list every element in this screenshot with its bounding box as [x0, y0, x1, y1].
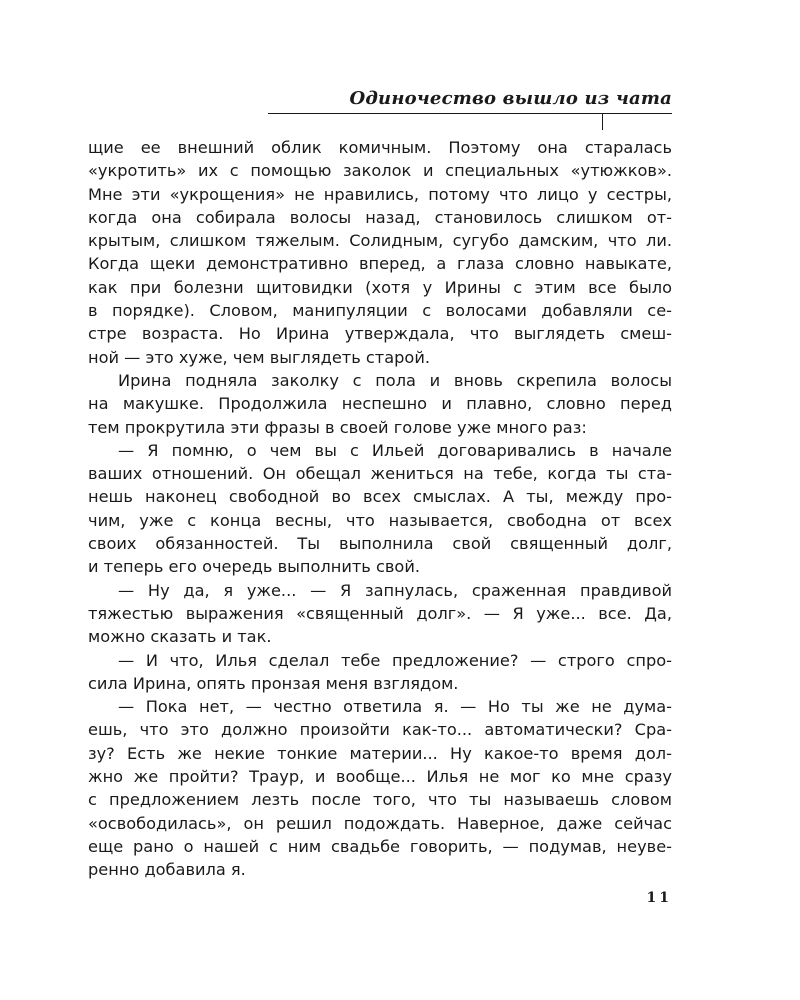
- text-line: — Ну да, я уже... — Я запнулась, сраженная правдивой: [118, 580, 672, 600]
- text-line: и теперь его очередь выполнить свой.: [88, 557, 420, 577]
- text-line: ваших отношений. Он обещал жениться на тебе, когда ты ста-: [88, 464, 672, 484]
- text-line: чим, уже с конца весны, что называется, свободна от всех: [88, 510, 672, 530]
- body-text: [88, 136, 672, 882]
- text-line: «укротить» их с помощью заколок и специальных «утюжков».: [88, 161, 672, 181]
- text-line: ренно добавила я.: [88, 860, 246, 880]
- running-head-title: Одиночество вышло из чата: [349, 88, 672, 109]
- text-line: еще рано о нашей с ним свадьбе говорить, — подумав, неуве-: [88, 836, 672, 856]
- page-number: 11: [646, 890, 672, 906]
- text-line: — И что, Илья сделал тебе предложение? — строго спро-: [118, 650, 672, 670]
- text-line: Мне эти «укрощения» не нравились, потому что лицо у сестры,: [88, 184, 672, 204]
- text-line: зу? Есть же некие тонкие материи... Ну какое-то время дол-: [88, 743, 672, 763]
- text-line: — Я помню, о чем вы с Ильей договаривались в начале: [118, 440, 672, 460]
- text-line: можно сказать и так.: [88, 627, 272, 647]
- text-line: щие ее внешний облик комичным. Поэтому она старалась: [88, 138, 672, 157]
- text-line: Когда щеки демонстративно вперед, а глаза словно навыкате,: [88, 254, 672, 274]
- text-line: ной — это хуже, чем выглядеть старой.: [88, 347, 430, 367]
- text-line: — Пока нет, — честно ответила я. — Но ты же не дума-: [118, 697, 672, 717]
- text-line: нешь наконец свободной во всех смыслах. А ты, между про-: [88, 487, 672, 507]
- text-line: с предложением лезть после того, что ты называешь словом: [88, 790, 672, 810]
- text-line: ешь, что это должно произойти как-то... автоматически? Сра-: [88, 720, 672, 740]
- text-line: как при болезни щитовидки (хотя у Ирины с этим все было: [88, 277, 672, 297]
- text-line: когда она собирала волосы назад, становилось слишком от-: [88, 207, 672, 227]
- text-line: «освободилась», он решил подождать. Наверное, даже сейчас: [88, 813, 672, 833]
- text-line: сила Ирина, опять пронзая меня взглядом.: [88, 673, 459, 693]
- text-line: на макушке. Продолжила неспешно и плавно, словно перед: [88, 394, 672, 414]
- text-line: Ирина подняла заколку с пола и вновь скрепила волосы: [118, 370, 672, 390]
- header-rule: [268, 113, 672, 114]
- text-line: жно же пройти? Траур, и вообще... Илья не мог ко мне сразу: [88, 767, 672, 787]
- text-line: тяжестью выражения «священный долг». — Я уже... все. Да,: [88, 603, 672, 623]
- text-line: в порядке). Словом, манипуляции с волосами добавляли се-: [88, 301, 672, 321]
- text-line: тем прокрутила эти фразы в своей голове уже много раз:: [88, 417, 587, 437]
- header-rule-tick: [602, 113, 603, 130]
- text-line: своих обязанностей. Ты выполнила свой священный долг,: [88, 534, 672, 554]
- text-line: крытым, слишком тяжелым. Солидным, сугубо дамским, что ли.: [88, 231, 672, 251]
- text-line: стре возраста. Но Ирина утверждала, что выглядеть смеш-: [88, 324, 672, 344]
